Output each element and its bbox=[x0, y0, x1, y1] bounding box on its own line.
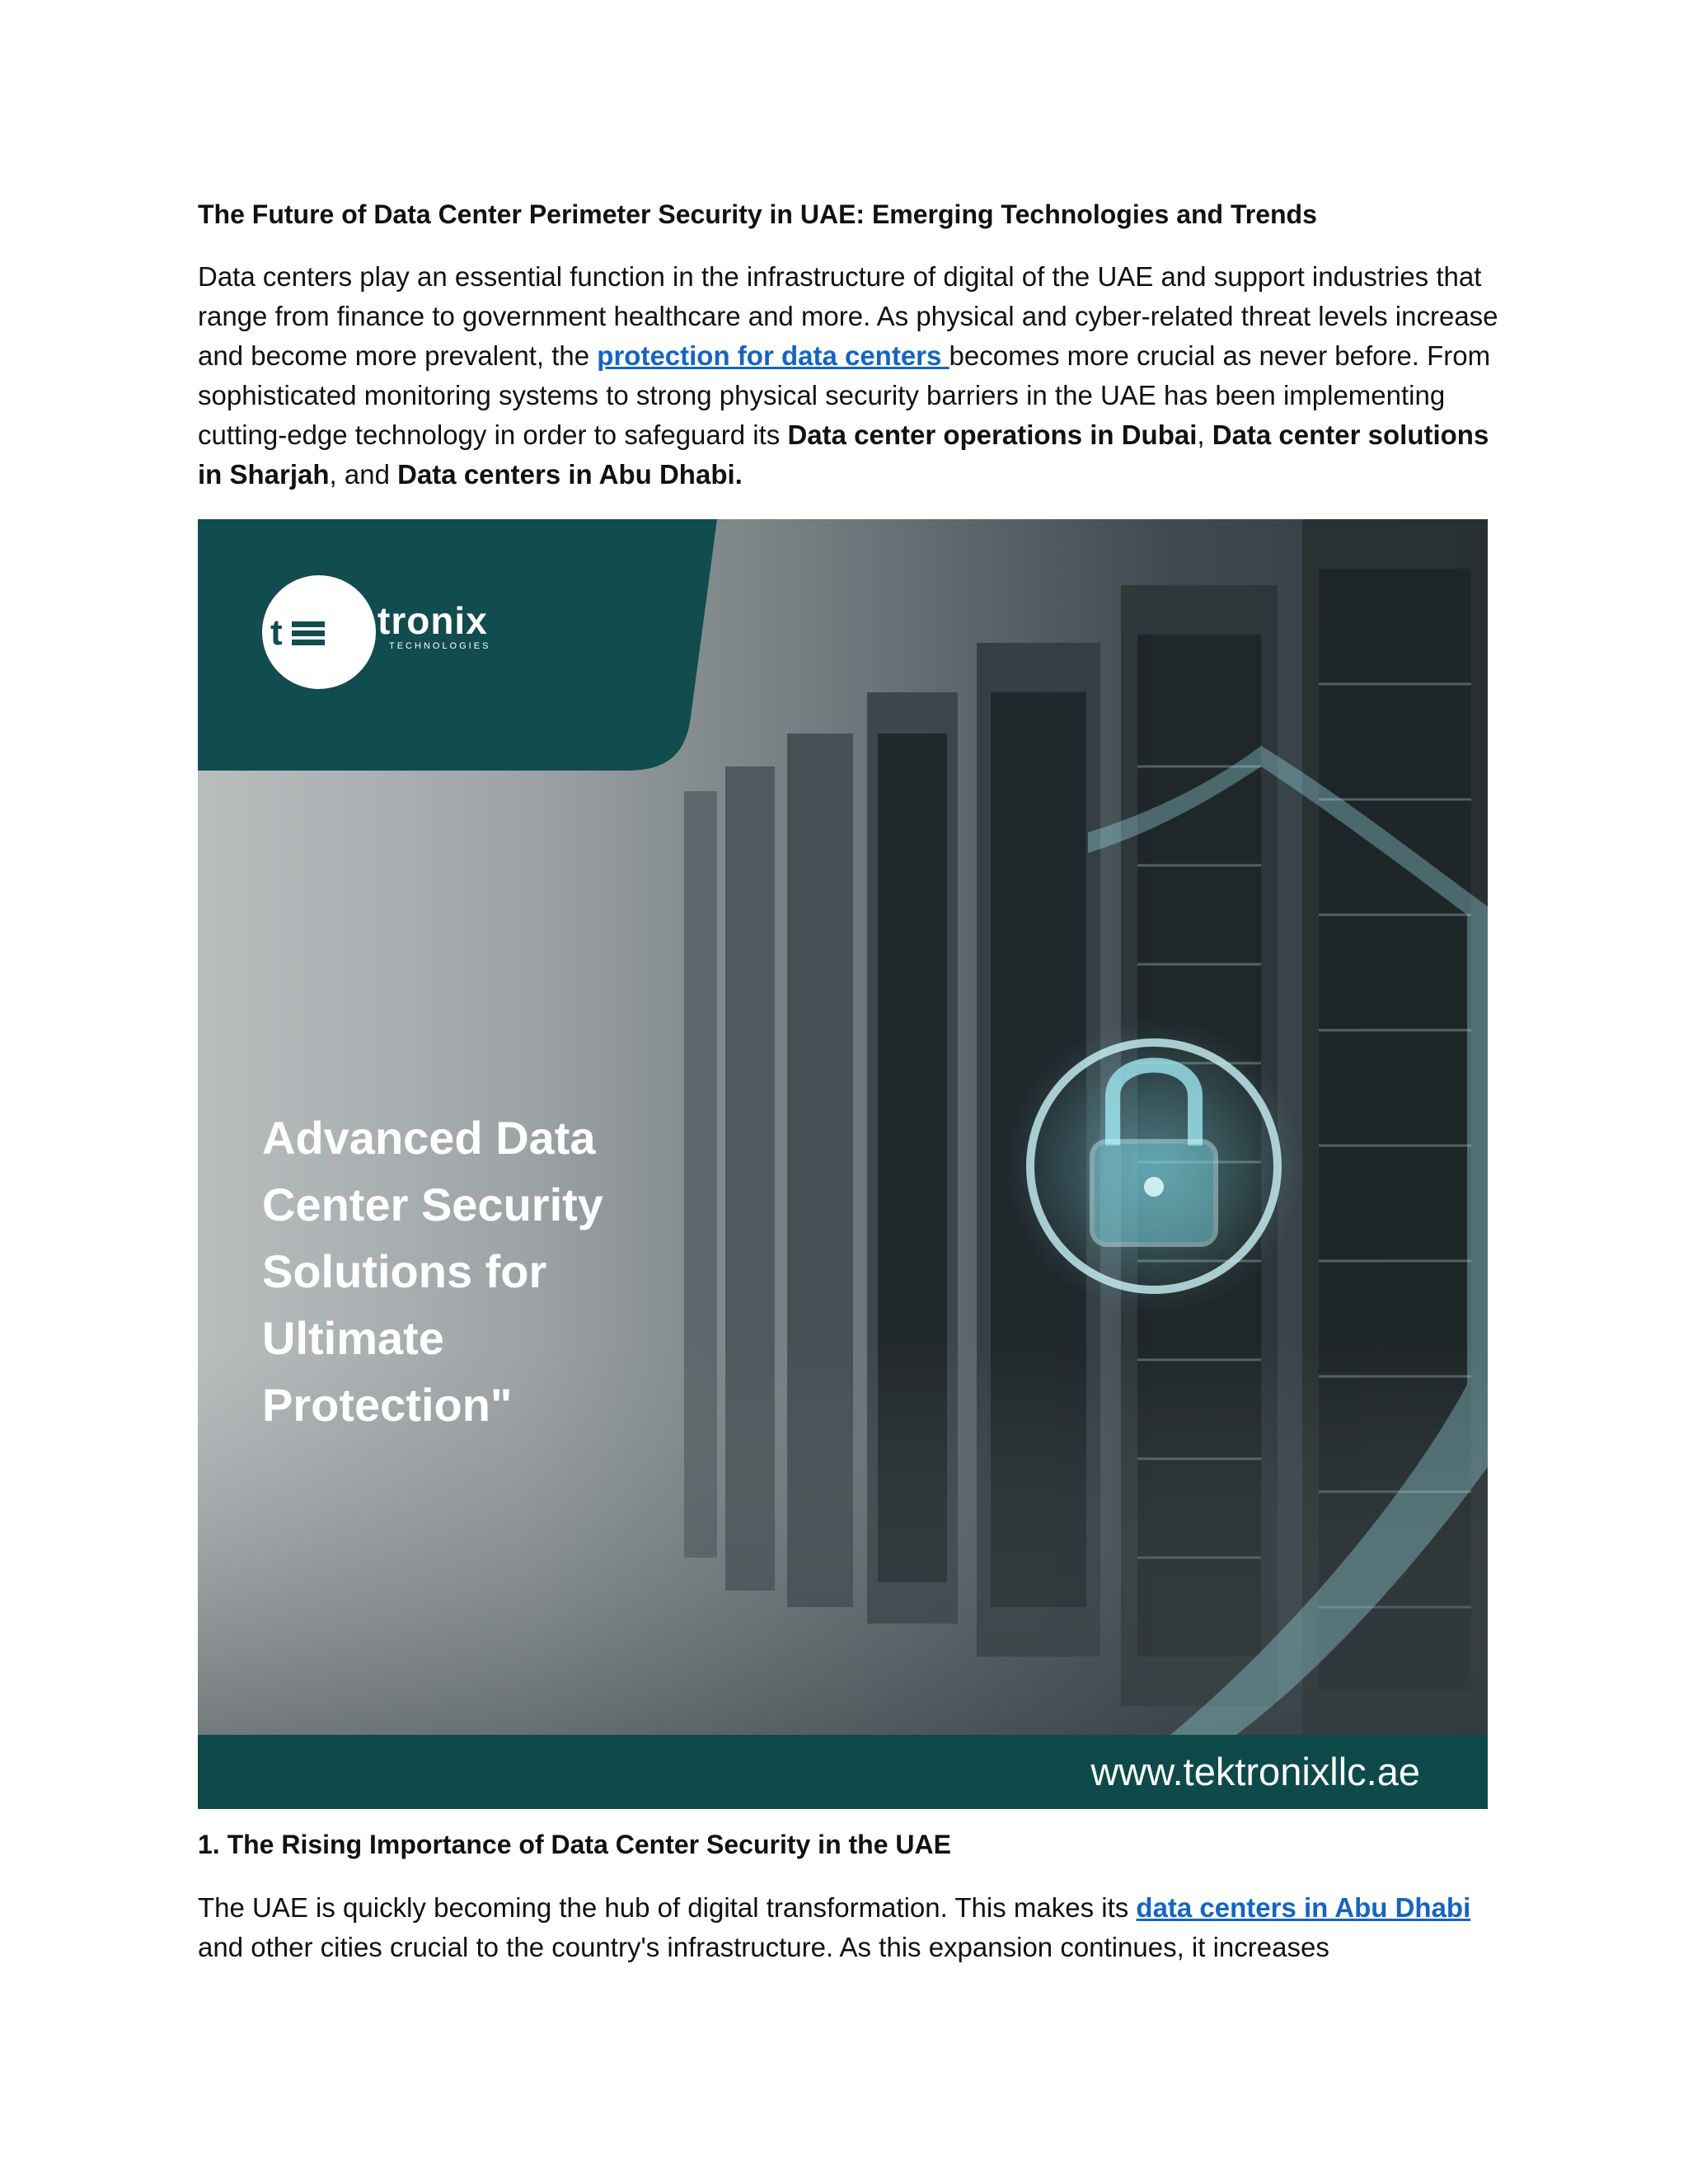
svg-text:t: t bbox=[270, 612, 283, 653]
intro-paragraph bbox=[198, 257, 1517, 494]
headline-line: Advanced Data bbox=[262, 1112, 596, 1164]
logo-mark-icon bbox=[267, 608, 382, 656]
logo-subtext: TECHNOLOGIES bbox=[389, 641, 491, 651]
headline-line: Solutions for bbox=[262, 1245, 547, 1297]
banner-footer-bar bbox=[198, 1735, 1488, 1809]
intro-text-3: , bbox=[1197, 419, 1212, 450]
headline-line: Center Security bbox=[262, 1179, 603, 1230]
section-text-2: and other cities crucial to the country's infrastructure. As this expansion continues, it increases bbox=[198, 1932, 1329, 1962]
banner-image bbox=[198, 519, 1488, 1809]
section-paragraph bbox=[198, 1888, 1517, 1967]
abu-dhabi-link[interactable]: data centers in Abu Dhabi bbox=[1136, 1892, 1471, 1923]
sharjah-bold: Data center solutions in Sharjah bbox=[198, 419, 1489, 490]
svg-text:K: K bbox=[326, 614, 353, 654]
dubai-bold: Data center operations in Dubai bbox=[787, 419, 1198, 450]
logo-wordmark: tronix bbox=[377, 599, 488, 642]
headline-line: Ultimate bbox=[262, 1312, 444, 1364]
protection-link[interactable]: protection for data centers bbox=[597, 340, 950, 371]
logo-panel bbox=[198, 519, 717, 775]
intro-text-1: Data centers play an essential function in the infrastructure of digital of the UAE and support industries that range from finance to government healthcare and more. As physical and cyber-related threat levels increase and become more prevalent, the bbox=[198, 261, 1498, 371]
headline-line: Protection" bbox=[262, 1379, 513, 1431]
website-url: www.tektronixllc.ae bbox=[1090, 1750, 1420, 1793]
banner-headline bbox=[262, 1104, 691, 1438]
section-heading: 1. The Rising Importance of Data Center Security in the UAE bbox=[198, 1830, 951, 1859]
intro-text-4: , and bbox=[329, 459, 398, 490]
intro-text-2: becomes more crucial as never before. From sophisticated monitoring systems to strong physical security barriers in the UAE has been implementing cutting-edge technology in order to safeguard its bbox=[198, 340, 1491, 450]
section-text-1: The UAE is quickly becoming the hub of digital transformation. This makes its bbox=[198, 1892, 1137, 1923]
abu-dhabi-bold: Data centers in Abu Dhabi. bbox=[397, 459, 743, 490]
article-title: The Future of Data Center Perimeter Security in UAE: Emerging Technologies and Trends bbox=[198, 199, 1317, 229]
